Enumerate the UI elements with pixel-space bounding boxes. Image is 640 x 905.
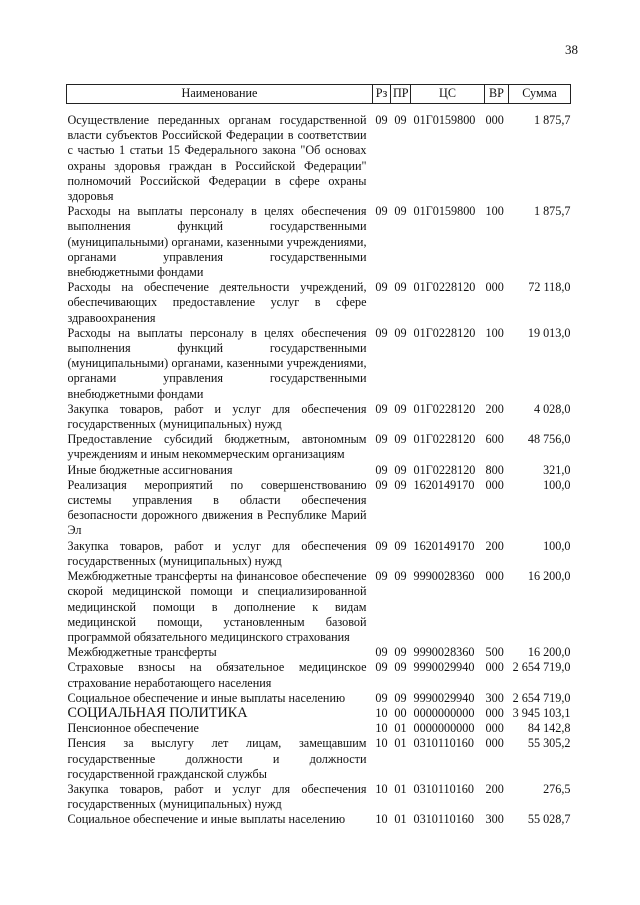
row-name: Социальное обеспечение и иные выплаты населению — [67, 812, 346, 827]
row-pr: 01 — [394, 812, 407, 827]
row-pr: 09 — [394, 113, 407, 127]
table-row — [67, 478, 571, 539]
row-cs: 01Г0228120 — [413, 280, 476, 295]
row-sum: 3 945 103,1 — [512, 705, 571, 720]
row-pr: 09 — [394, 401, 407, 416]
row-rz: 09 — [375, 569, 388, 584]
row-name: Реализация мероприятий по совершенствованию системы управления в области обеспечения безопасности дорожного движения в Республике Марий Эл — [67, 477, 367, 538]
row-sum: 1 875,7 — [533, 113, 571, 127]
row-sum: 100,0 — [543, 538, 571, 553]
row-sum: 321,0 — [543, 462, 571, 477]
row-rz: 10 — [375, 812, 388, 827]
table-row — [67, 539, 571, 569]
row-cs: 01Г0228120 — [413, 325, 476, 340]
row-name: Осуществление переданных органам государственной власти субъектов Российской Федерации в соответствии с частью 1 статьи 15 Федерального закона "Об основах охраны здоровья граждан в Российской Федерации" полномочий Российской Федерации в сфере охраны здоровья — [67, 113, 367, 204]
row-rz: 09 — [375, 660, 388, 675]
table-row — [67, 660, 571, 690]
row-name: Пенсия за выслугу лет лицам, замещавшим государственные должности и должности государственной гражданской службы — [67, 736, 367, 781]
table-row — [67, 645, 571, 660]
row-cs: 9990028360 — [413, 569, 475, 584]
table-header-row — [67, 85, 571, 104]
row-sum: 72 118,0 — [528, 280, 571, 295]
row-name: Страховые взносы на обязательное медицинское страхование неработающего населения — [67, 660, 367, 690]
row-sum: 100,0 — [543, 477, 571, 492]
header-cs: ЦС — [411, 85, 485, 104]
row-name: Предоставление субсидий бюджетным, автономным учреждениям и иным некоммерческим организациям — [67, 432, 367, 462]
row-cs: 01Г0228120 — [413, 432, 476, 447]
table-row — [67, 104, 571, 205]
row-sum: 16 200,0 — [527, 569, 571, 584]
table-row — [67, 463, 571, 478]
row-vr: 000 — [485, 705, 504, 720]
row-vr: 000 — [485, 660, 504, 675]
row-vr: 200 — [485, 781, 504, 796]
row-sum: 84 142,8 — [527, 721, 571, 736]
row-rz: 09 — [375, 477, 388, 492]
row-name: Закупка товаров, работ и услуг для обеспечения государственных (муниципальных) нужд — [67, 538, 367, 568]
row-rz: 09 — [375, 645, 388, 660]
row-sum: 55 028,7 — [527, 812, 571, 827]
row-pr: 09 — [394, 645, 407, 660]
row-rz: 09 — [375, 113, 388, 127]
table-row — [67, 782, 571, 812]
row-rz: 09 — [375, 401, 388, 416]
section-row — [67, 706, 571, 721]
header-pr: ПР — [391, 85, 411, 104]
row-vr: 000 — [485, 736, 504, 751]
row-pr: 09 — [394, 280, 407, 295]
row-rz: 09 — [375, 432, 388, 447]
header-vr: ВР — [485, 85, 509, 104]
row-vr: 000 — [485, 721, 504, 736]
row-sum: 4 028,0 — [533, 401, 571, 416]
table-row — [67, 432, 571, 462]
table-row — [67, 402, 571, 432]
row-vr: 300 — [485, 812, 504, 827]
row-vr: 100 — [485, 204, 504, 219]
row-vr: 000 — [485, 113, 504, 127]
row-cs: 01Г0159800 — [413, 113, 476, 127]
row-cs: 9990028360 — [413, 645, 475, 660]
row-rz: 10 — [375, 781, 388, 796]
row-sum: 2 654 719,0 — [512, 660, 571, 675]
row-vr: 200 — [485, 401, 504, 416]
row-name: Межбюджетные трансферты на финансовое обеспечение скорой медицинской помощи и специализированной медицинской помощи в дополнение к видам медицинской помощи, установленным базовой программой обязательного медицинского страхования — [67, 569, 367, 644]
row-pr: 09 — [394, 477, 407, 492]
row-sum: 276,5 — [543, 781, 571, 796]
row-rz: 09 — [375, 462, 388, 477]
row-vr: 000 — [485, 477, 504, 492]
row-vr: 500 — [485, 645, 504, 660]
row-rz: 09 — [375, 690, 388, 705]
row-vr: 800 — [485, 462, 504, 477]
row-vr: 000 — [485, 569, 504, 584]
row-cs: 0310110160 — [413, 812, 474, 827]
row-cs: 0310110160 — [413, 736, 474, 751]
table-row — [67, 569, 571, 645]
row-cs: 1620149170 — [413, 477, 475, 492]
row-sum: 2 654 719,0 — [512, 690, 571, 705]
row-name: Расходы на выплаты персоналу в целях обеспечения выполнения функций государственными (муниципальными) органами, казенными учреждениями, органами управления государственными внебюджетными фондами — [67, 204, 367, 280]
row-cs: 1620149170 — [413, 538, 475, 553]
table-row — [67, 721, 571, 736]
row-pr: 09 — [394, 660, 407, 675]
table-row — [67, 280, 571, 326]
row-pr: 09 — [394, 204, 407, 219]
row-name: Расходы на выплаты персоналу в целях обеспечения выполнения функций государственными (муниципальными) органами, казенными учреждениями, органами управления государственными внебюджетными фондами — [67, 325, 367, 401]
row-cs: 9990029940 — [413, 690, 475, 705]
row-cs: 01Г0228120 — [413, 462, 476, 477]
row-vr: 100 — [485, 325, 504, 340]
row-name: Иные бюджетные ассигнования — [67, 462, 233, 477]
table-row — [67, 204, 571, 280]
row-pr: 09 — [394, 690, 407, 705]
row-name: Закупка товаров, работ и услуг для обеспечения государственных (муниципальных) нужд — [67, 781, 367, 812]
row-pr: 09 — [394, 325, 407, 340]
row-vr: 600 — [485, 432, 504, 447]
row-name: СОЦИАЛЬНАЯ ПОЛИТИКА — [67, 704, 248, 721]
row-vr: 200 — [485, 538, 504, 553]
row-cs: 0310110160 — [413, 781, 474, 796]
row-pr: 01 — [394, 781, 407, 796]
page-number: 38 — [565, 42, 578, 57]
row-cs: 01Г0228120 — [413, 401, 476, 416]
row-rz: 09 — [375, 280, 388, 295]
row-name: Расходы на обеспечение деятельности учреждений, обеспечивающих предоставление услуг в сфере здравоохранения — [67, 280, 367, 325]
row-rz: 09 — [375, 538, 388, 553]
row-cs: 0000000000 — [413, 705, 475, 720]
row-rz: 10 — [375, 721, 388, 736]
row-pr: 09 — [394, 538, 407, 553]
row-cs: 01Г0159800 — [413, 204, 476, 219]
row-pr: 01 — [394, 721, 407, 736]
table-row — [67, 691, 571, 706]
row-vr: 300 — [485, 690, 504, 705]
row-pr: 01 — [394, 736, 407, 751]
row-name: Межбюджетные трансферты — [67, 645, 217, 660]
row-sum: 48 756,0 — [527, 432, 571, 447]
row-vr: 000 — [485, 280, 504, 295]
budget-table — [66, 84, 571, 828]
row-cs: 0000000000 — [413, 721, 475, 736]
row-pr: 09 — [394, 569, 407, 584]
header-sum: Сумма — [509, 85, 571, 104]
row-sum: 16 200,0 — [527, 645, 571, 660]
row-sum: 19 013,0 — [527, 325, 571, 340]
row-name: Пенсионное обеспечение — [67, 721, 199, 736]
table-row — [67, 812, 571, 827]
row-rz: 10 — [375, 705, 388, 720]
row-name: Социальное обеспечение и иные выплаты населению — [67, 690, 346, 705]
row-pr: 00 — [394, 705, 407, 720]
table-row — [67, 326, 571, 402]
row-pr: 09 — [394, 462, 407, 477]
header-rz: Рз — [373, 85, 391, 104]
row-name: Закупка товаров, работ и услуг для обеспечения государственных (муниципальных) нужд — [67, 401, 367, 432]
row-sum: 55 305,2 — [527, 736, 571, 751]
header-name: Наименование — [67, 85, 373, 104]
row-cs: 9990029940 — [413, 660, 475, 675]
row-sum: 1 875,7 — [533, 204, 571, 219]
row-rz: 09 — [375, 204, 388, 219]
row-rz: 09 — [375, 325, 388, 340]
table-body — [67, 104, 571, 828]
table-row — [67, 736, 571, 782]
row-pr: 09 — [394, 432, 407, 447]
row-rz: 10 — [375, 736, 388, 751]
